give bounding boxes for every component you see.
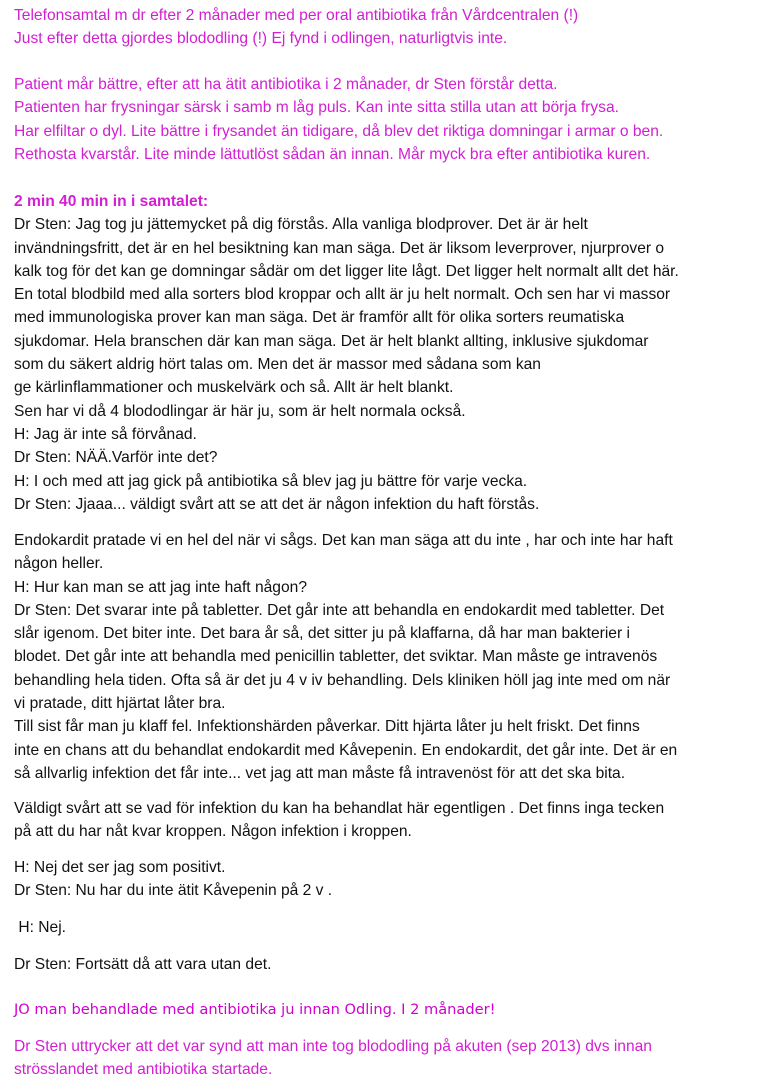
antibiotics-note-line: JO man behandlade med antibiotika ju innan Odling. I 2 månader! — [14, 1001, 496, 1018]
intro-note — [14, 4, 755, 51]
culture-note-line-2: strösslandet med antibiotika startade. — [14, 1061, 273, 1079]
transcript-line: H: Jag är inte så förvånad. — [14, 425, 197, 443]
transcript-line: inte en chans att du behandlat endokardit med Kåvepenin. En endokardit, det går inte. Det är en — [14, 741, 678, 759]
patient-status-note — [14, 73, 755, 166]
status-line-2: Patienten har frysningar särsk i samb m låg puls. Kan inte sitta stilla utan att börja frysa. — [14, 99, 619, 117]
transcript-line: Dr Sten: Det svarar inte på tabletter. Det går inte att behandla en endokardit med tabletter. Det — [14, 601, 665, 619]
status-line-1: Patient mår bättre, efter att ha ätit antibiotika i 2 månader, dr Sten förstår detta. — [14, 76, 558, 93]
transcript-line: Sen har vi då 4 blododlingar är här ju, som är helt normala också. — [14, 402, 466, 420]
transcript-line: H: Nej. — [14, 919, 66, 936]
transcript-line: Till sist får man ju klaff fel. Infektionshärden påverkar. Ditt hjärta låter ju helt friskt. Det finns — [14, 718, 640, 736]
blood-culture-note — [14, 1035, 755, 1082]
transcript-line: med immunologiska prover kan man säga. Det är framför allt för olika sorters reumatiska — [14, 309, 625, 327]
infection-paragraph — [14, 797, 755, 844]
transcript-line: Dr Sten: Nu har du inte ätit Kåvepenin på 2 v . — [14, 882, 333, 900]
endocarditis-paragraph — [14, 529, 755, 785]
conversation-heading: 2 min 40 min in i samtalet: — [14, 193, 209, 210]
transcript-line: Dr Sten: Jjaaa... väldigt svårt att se att det är någon infektion du haft förstås. — [14, 495, 540, 513]
reply-no — [14, 916, 755, 939]
transcript-line: Väldigt svårt att se vad för infektion du kan ha behandlat här egentligen . Det finns inga tecken — [14, 800, 665, 817]
transcript-line: Dr Sten: Fortsätt då att vara utan det. — [14, 956, 272, 973]
transcript-line: slår igenom. Det biter inte. Det bara år så, det sitter ju på klaffarna, då har man bakterier i — [14, 625, 630, 643]
transcript-line: sjukdomar. Hela branschen där kan man säga. Det är helt blankt allting, inklusive sjukdomar — [14, 332, 649, 350]
continue-advice — [14, 953, 755, 976]
transcript-line: En total blodbild med alla sorters blod kroppar och allt är ju helt normalt. Och sen har vi massor — [14, 286, 671, 304]
transcript-line: blodet. Det går inte att behandla med penicillin tabletter, det sviktar. Man måste ge intravenös — [14, 648, 658, 666]
transcript-line: Dr Sten: Jag tog ju jättemycket på dig förstås. Alla vanliga blodprover. Det är är helt — [14, 216, 588, 234]
transcript-line: någon heller. — [14, 555, 104, 573]
transcript-line: Endokardit pratade vi en hel del när vi sågs. Det kan man säga att du inte , har och inte har haft — [14, 532, 673, 549]
transcript-line: H: Hur kan man se att jag inte haft någon? — [14, 578, 307, 596]
conversation-section — [14, 190, 755, 516]
transcript-line: så allvarlig infektion det får inte... vet jag att man måste få intravenöst för att det ska bita. — [14, 764, 626, 782]
status-line-4: Rethosta kvarstår. Lite minde lättutlöst sådan än innan. Mår myck bra efter antibiotika kuren. — [14, 145, 651, 163]
transcript-line: H: Nej det ser jag som positivt. — [14, 859, 226, 876]
transcript-line: på att du har nåt kvar kroppen. Någon infektion i kroppen. — [14, 823, 412, 841]
transcript-line: som du säkert aldrig hört talas om. Men det är massor med sådana som kan — [14, 356, 541, 374]
status-line-3: Har elfiltar o dyl. Lite bättre i frysandet än tidigare, då blev det riktiga domningar i armar o ben. — [14, 122, 664, 140]
transcript-line: invändningsfritt, det är en hel besiktning kan man säga. Det är liksom leverprover, njurprover o — [14, 239, 665, 257]
transcript-line: vi pratade, ditt hjärtat låter bra. — [14, 695, 226, 713]
culture-note-line-1: Dr Sten uttrycker att det var synd att man inte tog blododling på akuten (sep 2013) dvs innan — [14, 1038, 652, 1055]
transcript-line: kalk tog för det kan ge domningar sådär om det ligger lite lågt. Det ligger helt normalt allt det här. — [14, 262, 679, 280]
intro-line-2: Just efter detta gjordes blododling (!) Ej fynd i odlingen, naturligtvis inte. — [14, 30, 508, 48]
intro-line-1: Telefonsamtal m dr efter 2 månader med per oral antibiotika från Vårdcentralen (!) — [14, 7, 579, 24]
transcript-line: H: I och med att jag gick på antibiotika så blev jag ju bättre för varje vecka. — [14, 472, 528, 490]
transcript-line: Dr Sten: NÄÄ.Varför inte det? — [14, 449, 218, 467]
positive-exchange — [14, 856, 755, 903]
antibiotics-note — [14, 998, 755, 1021]
transcript-line: behandling hela tiden. Ofta så är det ju 4 v iv behandling. Dels kliniken höll jag inte med om när — [14, 671, 671, 689]
transcript-line: ge kärlinflammationer och muskelvärk och så. Allt är helt blankt. — [14, 379, 454, 397]
